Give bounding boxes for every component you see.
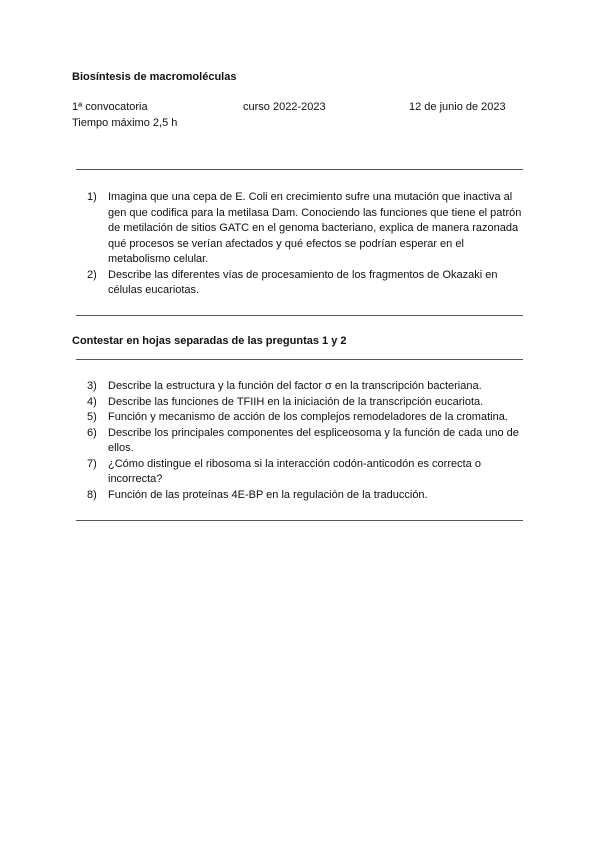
- divider-1: [76, 169, 523, 170]
- question-list-part1: [84, 190, 524, 299]
- time-limit-text: Tiempo máximo 2,5 h: [72, 117, 178, 129]
- question-text: Función y mecanismo de acción de los complejos remodeladores de la cromatina.: [108, 411, 508, 423]
- divider-3: [76, 359, 523, 360]
- question-item-3: [84, 379, 524, 395]
- question-number: 1): [87, 191, 97, 203]
- question-item-1: [84, 190, 524, 268]
- curso-text: curso 2022-2023: [243, 101, 326, 113]
- question-item-5: [84, 410, 524, 426]
- question-item-2: [84, 268, 524, 299]
- question-list-part2: [84, 379, 524, 503]
- section-instruction: Contestar en hojas separadas de las preguntas 1 y 2: [72, 335, 347, 347]
- question-text: Describe los principales componentes del espliceosoma y la función de cada uno de ellos.: [108, 426, 519, 454]
- divider-2: [76, 315, 523, 316]
- question-number: 7): [87, 457, 97, 470]
- question-item-6: [84, 426, 524, 457]
- question-number: 4): [87, 395, 97, 408]
- question-number: 8): [87, 488, 97, 501]
- exam-meta-row: [72, 101, 512, 115]
- question-text: Describe las diferentes vías de procesamiento de los fragmentos de Okazaki en células eucariotas.: [108, 268, 498, 296]
- question-item-8: [84, 488, 524, 504]
- convocatoria-text: 1ª convocatoria: [72, 101, 148, 113]
- divider-4: [76, 520, 523, 521]
- question-number: 3): [87, 380, 97, 392]
- question-text: Imagina que una cepa de E. Coli en crecimiento sufre una mutación que inactiva al gen que codifica para la metilasa Dam. Conociendo las funciones que tiene el patrón de metilación de sitios GATC en el genoma bacteriano, explica de manera razonada qué procesos se verían afectados y qué efectos se podrían esperar en el metabolismo celular.: [108, 191, 522, 265]
- question-number: 6): [87, 426, 97, 439]
- question-text: Describe la estructura y la función del factor σ en la transcripción bacteriana.: [108, 380, 482, 392]
- question-number: 5): [87, 411, 97, 423]
- question-item-4: [84, 395, 524, 411]
- date-text: 12 de junio de 2023: [409, 101, 506, 113]
- question-text: Describe las funciones de TFIIH en la iniciación de la transcripción eucariota.: [108, 395, 484, 408]
- question-text: Función de las proteínas 4E-BP en la regulación de la traducción.: [108, 488, 428, 501]
- question-item-7: [84, 457, 524, 488]
- exam-title: Biosíntesis de macromoléculas: [72, 71, 237, 83]
- question-number: 2): [87, 268, 97, 281]
- question-text: ¿Cómo distingue el ribosoma si la interacción codón-anticodón es correcta o incorrecta?: [108, 457, 481, 485]
